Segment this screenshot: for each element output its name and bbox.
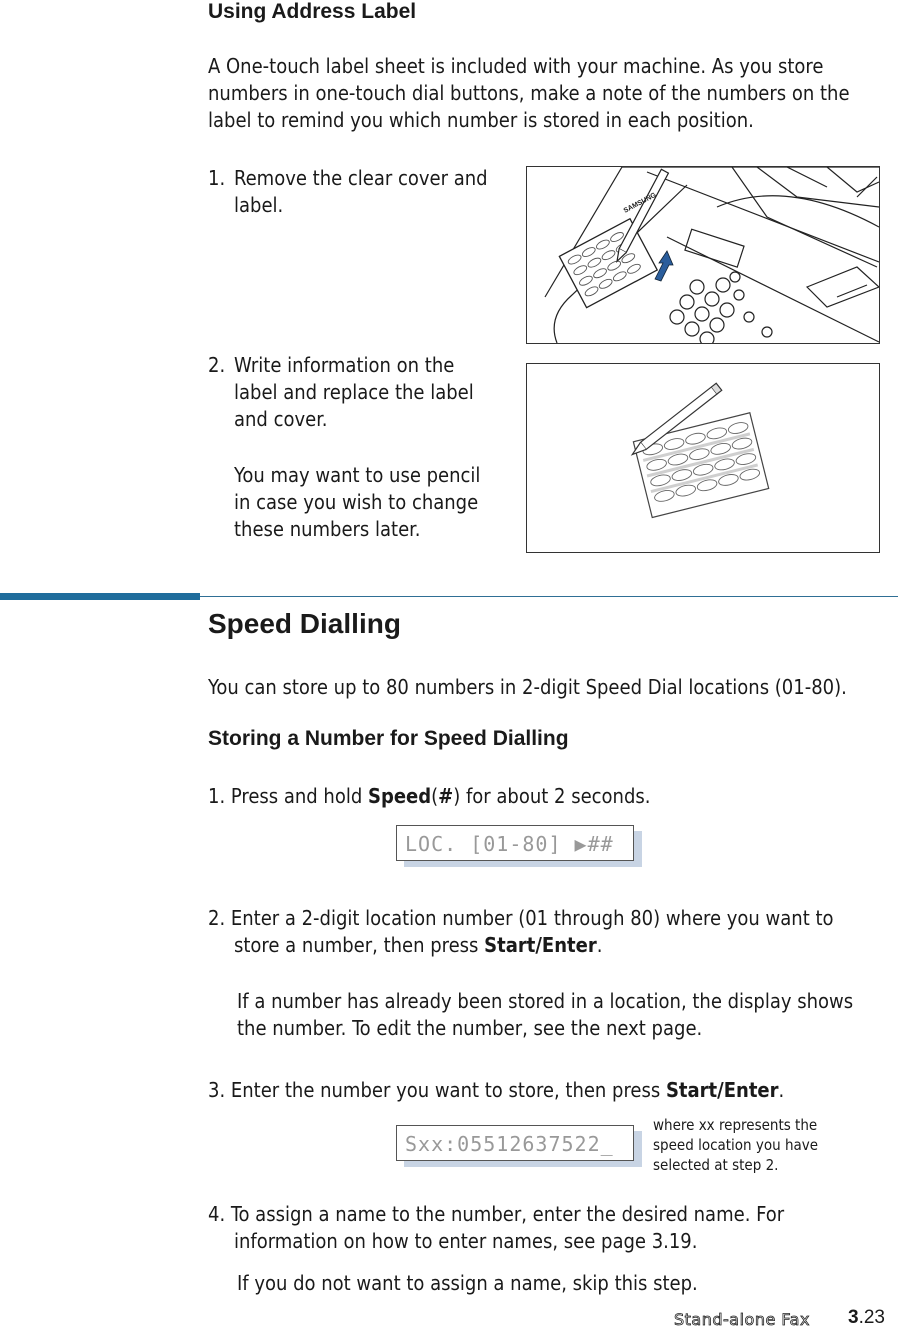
subheading: Storing a Number for Speed Dialling <box>208 727 569 750</box>
note-text: If a number has already been stored in a location, the display shows <box>237 989 854 1013</box>
step-text: . <box>778 1078 785 1102</box>
lcd-display: Sxx:05512637522_ <box>396 1125 634 1161</box>
note-text: You may want to use pencil <box>234 463 481 487</box>
intro-line: label to remind you which number is stored in each position. <box>208 108 754 132</box>
step-text: 1. Press and hold <box>208 784 368 808</box>
step-number: 1. <box>208 166 226 190</box>
step-text: information on how to enter names, see page 3.19. <box>234 1229 698 1253</box>
step-2-line2 <box>234 932 602 959</box>
step-3 <box>208 1077 784 1104</box>
step-text: label and replace the label <box>234 380 474 404</box>
intro-text: You can store up to 80 numbers in 2-digit Speed Dial locations (01-80). <box>208 675 847 699</box>
intro-line: A One-touch label sheet is included with your machine. As you store <box>208 54 824 78</box>
label-sheet-illustration <box>526 363 880 553</box>
step-text: and cover. <box>234 407 328 431</box>
section-rule-accent <box>0 593 200 600</box>
step-text: 4. To assign a name to the number, enter the desired name. For <box>208 1202 785 1226</box>
fax-machine-drawing <box>527 167 879 343</box>
caption-text: speed location you have <box>653 1136 819 1154</box>
caption-text: selected at step 2. <box>653 1156 779 1174</box>
step-text: ( <box>431 784 439 808</box>
label-sheet-drawing <box>527 364 879 552</box>
step-1 <box>208 783 650 810</box>
step-number: 2. <box>208 353 226 377</box>
page-suffix: .23 <box>858 1307 885 1328</box>
section-title: Speed Dialling <box>208 608 401 639</box>
step-text: Remove the clear cover and <box>234 166 488 190</box>
footer-section: Stand-alone Fax <box>674 1310 810 1329</box>
step-text: 2. Enter a 2-digit location number (01 through 80) where you want to <box>208 906 834 930</box>
key-name: # <box>438 784 454 808</box>
key-name: Start/Enter <box>665 1078 779 1102</box>
note-text: If you do not want to assign a name, skip this step. <box>237 1271 698 1295</box>
arrow-icon <box>655 251 673 281</box>
step-text: ) for about 2 seconds. <box>453 784 651 808</box>
page-number <box>848 1307 885 1329</box>
note-text: the number. To edit the number, see the next page. <box>237 1016 703 1040</box>
lcd-display: LOC. [01-80] ▶## <box>396 825 634 861</box>
brand-label: SAMSUNG <box>622 191 658 215</box>
note-text: in case you wish to change <box>234 490 479 514</box>
step-text: Write information on the <box>234 353 455 377</box>
step-text: store a number, then press <box>234 933 485 957</box>
step-text: label. <box>234 193 284 217</box>
key-name: Start/Enter <box>484 933 597 957</box>
key-name: Speed <box>367 784 432 808</box>
caption-text: where xx represents the <box>653 1116 818 1134</box>
section-heading: Using Address Label <box>208 0 417 23</box>
chapter-number: 3 <box>848 1307 859 1328</box>
step-text: . <box>596 933 603 957</box>
section-rule <box>200 596 898 597</box>
intro-line: numbers in one-touch dial buttons, make a note of the numbers on the <box>208 81 850 105</box>
step-text: 3. Enter the number you want to store, then press <box>208 1078 666 1102</box>
note-text: these numbers later. <box>234 517 421 541</box>
fax-machine-illustration <box>526 166 880 344</box>
